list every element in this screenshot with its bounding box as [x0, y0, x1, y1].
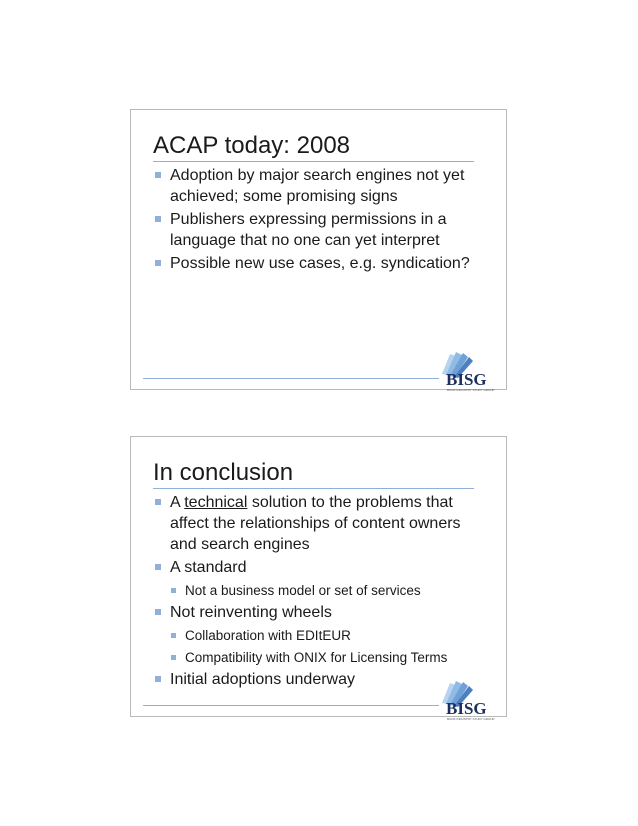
slide-title: In conclusion — [153, 459, 294, 486]
bullet-square-icon — [155, 172, 161, 178]
logo-tagline: BOOK INDUSTRY STUDY GROUP — [447, 388, 495, 392]
bullet-square-icon — [155, 260, 161, 266]
logo-wordmark: BISG — [446, 370, 487, 389]
bullet-list — [153, 492, 492, 692]
bullet-item: Possible new use cases, e.g. syndication? — [153, 253, 492, 274]
slide-2 — [130, 436, 507, 721]
bullet-square-icon — [155, 609, 161, 615]
bisg-logo — [436, 348, 496, 394]
bullet-item: Initial adoptions underway — [153, 669, 492, 690]
sub-bullet-item: Not a business model or set of services — [153, 580, 492, 601]
footer-divider — [143, 378, 439, 379]
bullet-square-icon — [155, 216, 161, 222]
logo-tagline: BOOK INDUSTRY STUDY GROUP — [447, 717, 495, 721]
bullet-square-icon — [155, 676, 161, 682]
logo-wordmark: BISG — [446, 699, 487, 718]
underlined-term: technical — [184, 494, 248, 511]
slide-title: ACAP today: 2008 — [153, 132, 351, 159]
title-divider — [153, 488, 474, 489]
slide-1 — [130, 109, 507, 390]
bullet-item: Adoption by major search engines not yet achieved; some promising signs — [153, 165, 492, 207]
bullet-list — [153, 165, 492, 276]
bullet-square-icon — [155, 499, 161, 505]
bullet-item: A technical solution to the problems that affect the relationships of content owners and search engines — [153, 492, 492, 555]
bullet-square-icon — [171, 655, 176, 660]
title-divider — [153, 161, 474, 162]
bullet-square-icon — [155, 564, 161, 570]
bullet-square-icon — [171, 633, 176, 638]
bullet-item: A standard — [153, 557, 492, 578]
bullet-square-icon — [171, 588, 176, 593]
sub-bullet-item: Compatibility with ONIX for Licensing Terms — [153, 647, 492, 668]
bisg-logo — [436, 677, 496, 723]
bullet-item: Publishers expressing permissions in a language that no one can yet interpret — [153, 209, 492, 251]
sub-bullet-item: Collaboration with EDItEUR — [153, 625, 492, 646]
bullet-item: Not reinventing wheels — [153, 602, 492, 623]
footer-divider — [143, 705, 439, 706]
